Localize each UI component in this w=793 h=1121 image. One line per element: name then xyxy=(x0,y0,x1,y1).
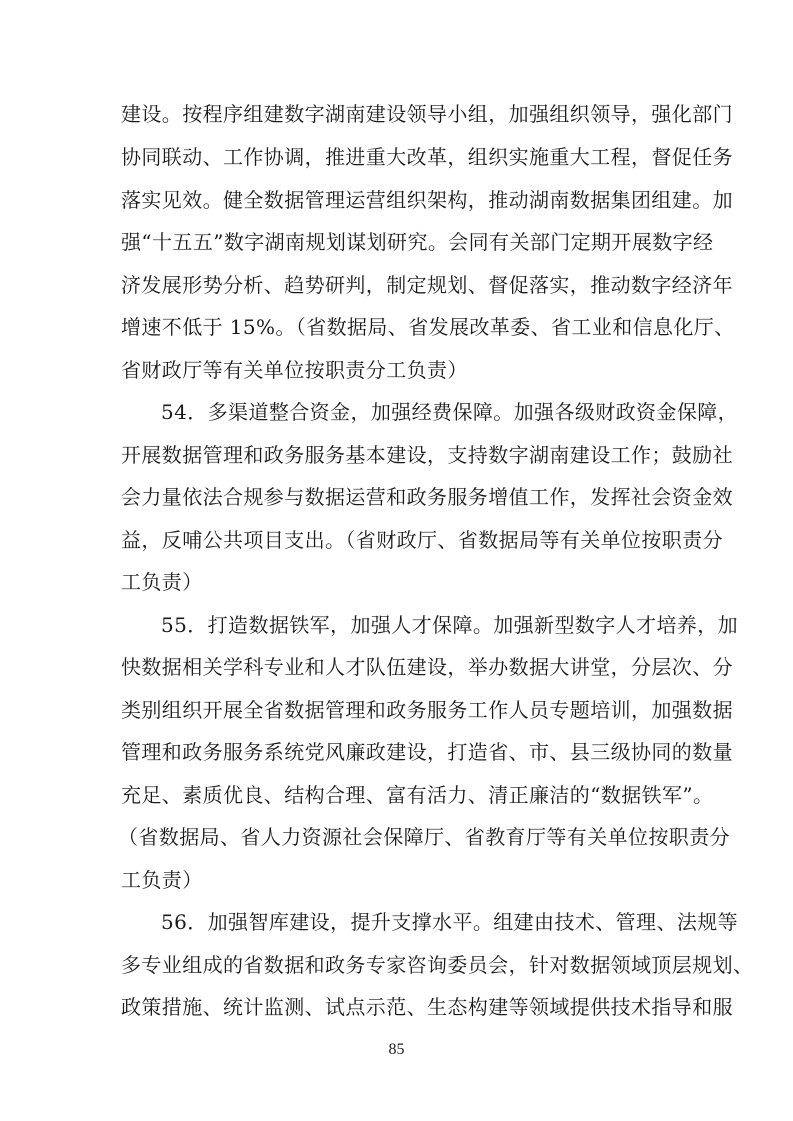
text-line: 会力量依法合规参与数据运营和政务服务增值工作，发挥社会资金效 xyxy=(121,485,733,509)
paragraph-56-first-line: 56．加强智库建设，提升支撑水平。组建由技术、管理、法规等 xyxy=(161,910,739,934)
paragraph-55-first-line: 55．打造数据铁军，加强人才保障。加强新型数字人才培养，加 xyxy=(161,613,739,637)
text-line: 工负责） xyxy=(121,868,203,892)
text-line: 济发展形势分析、趋势研判，制定规划、督促落实，推动数字经济年 xyxy=(121,273,733,297)
text-line: 工负责） xyxy=(121,570,203,594)
text-line: 建设。按程序组建数字湖南建设领导小组，加强组织领导，强化部门 xyxy=(121,102,733,126)
text-line: （省数据局、省人力资源社会保障厅、省教育厅等有关单位按职责分 xyxy=(118,825,730,849)
text-line: 管理和政务服务系统党风廉政建设，打造省、市、县三级协同的数量 xyxy=(121,740,733,764)
text-line: 增速不低于 15%。（省数据局、省发展改革委、省工业和信息化厅、 xyxy=(121,315,735,339)
text-line: 政策措施、统计监测、试点示范、生态构建等领域提供技术指导和服 xyxy=(121,995,733,1019)
text-line: 多专业组成的省数据和政务专家咨询委员会，针对数据领域顶层规划、 xyxy=(121,953,754,977)
text-line: 省财政厅等有关单位按职责分工负责） xyxy=(121,358,468,382)
text-line: 落实见效。健全数据管理运营组织架构，推动湖南数据集团组建。加 xyxy=(121,188,733,212)
text-line: 强“十五五”数字湖南规划谋划研究。会同有关部门定期开展数字经 xyxy=(121,230,714,254)
text-line: 协同联动、工作协调，推进重大改革，组织实施重大工程，督促任务 xyxy=(121,145,733,169)
text-line: 充足、素质优良、结构合理、富有活力、清正廉洁的“数据铁军”。 xyxy=(121,783,714,807)
text-line: 快数据相关学科专业和人才队伍建设，举办数据大讲堂，分层次、分 xyxy=(121,655,733,679)
text-line: 开展数据管理和政务服务基本建设，支持数字湖南建设工作；鼓励社 xyxy=(121,443,733,467)
text-line: 益，反哺公共项目支出。（省财政厅、省数据局等有关单位按职责分 xyxy=(121,528,723,552)
paragraph-54-first-line: 54．多渠道整合资金，加强经费保障。加强各级财政资金保障， xyxy=(161,400,739,424)
page-number: 85 xyxy=(388,1041,405,1058)
text-line: 类别组织开展全省数据管理和政务服务工作人员专题培训，加强数据 xyxy=(121,698,733,722)
